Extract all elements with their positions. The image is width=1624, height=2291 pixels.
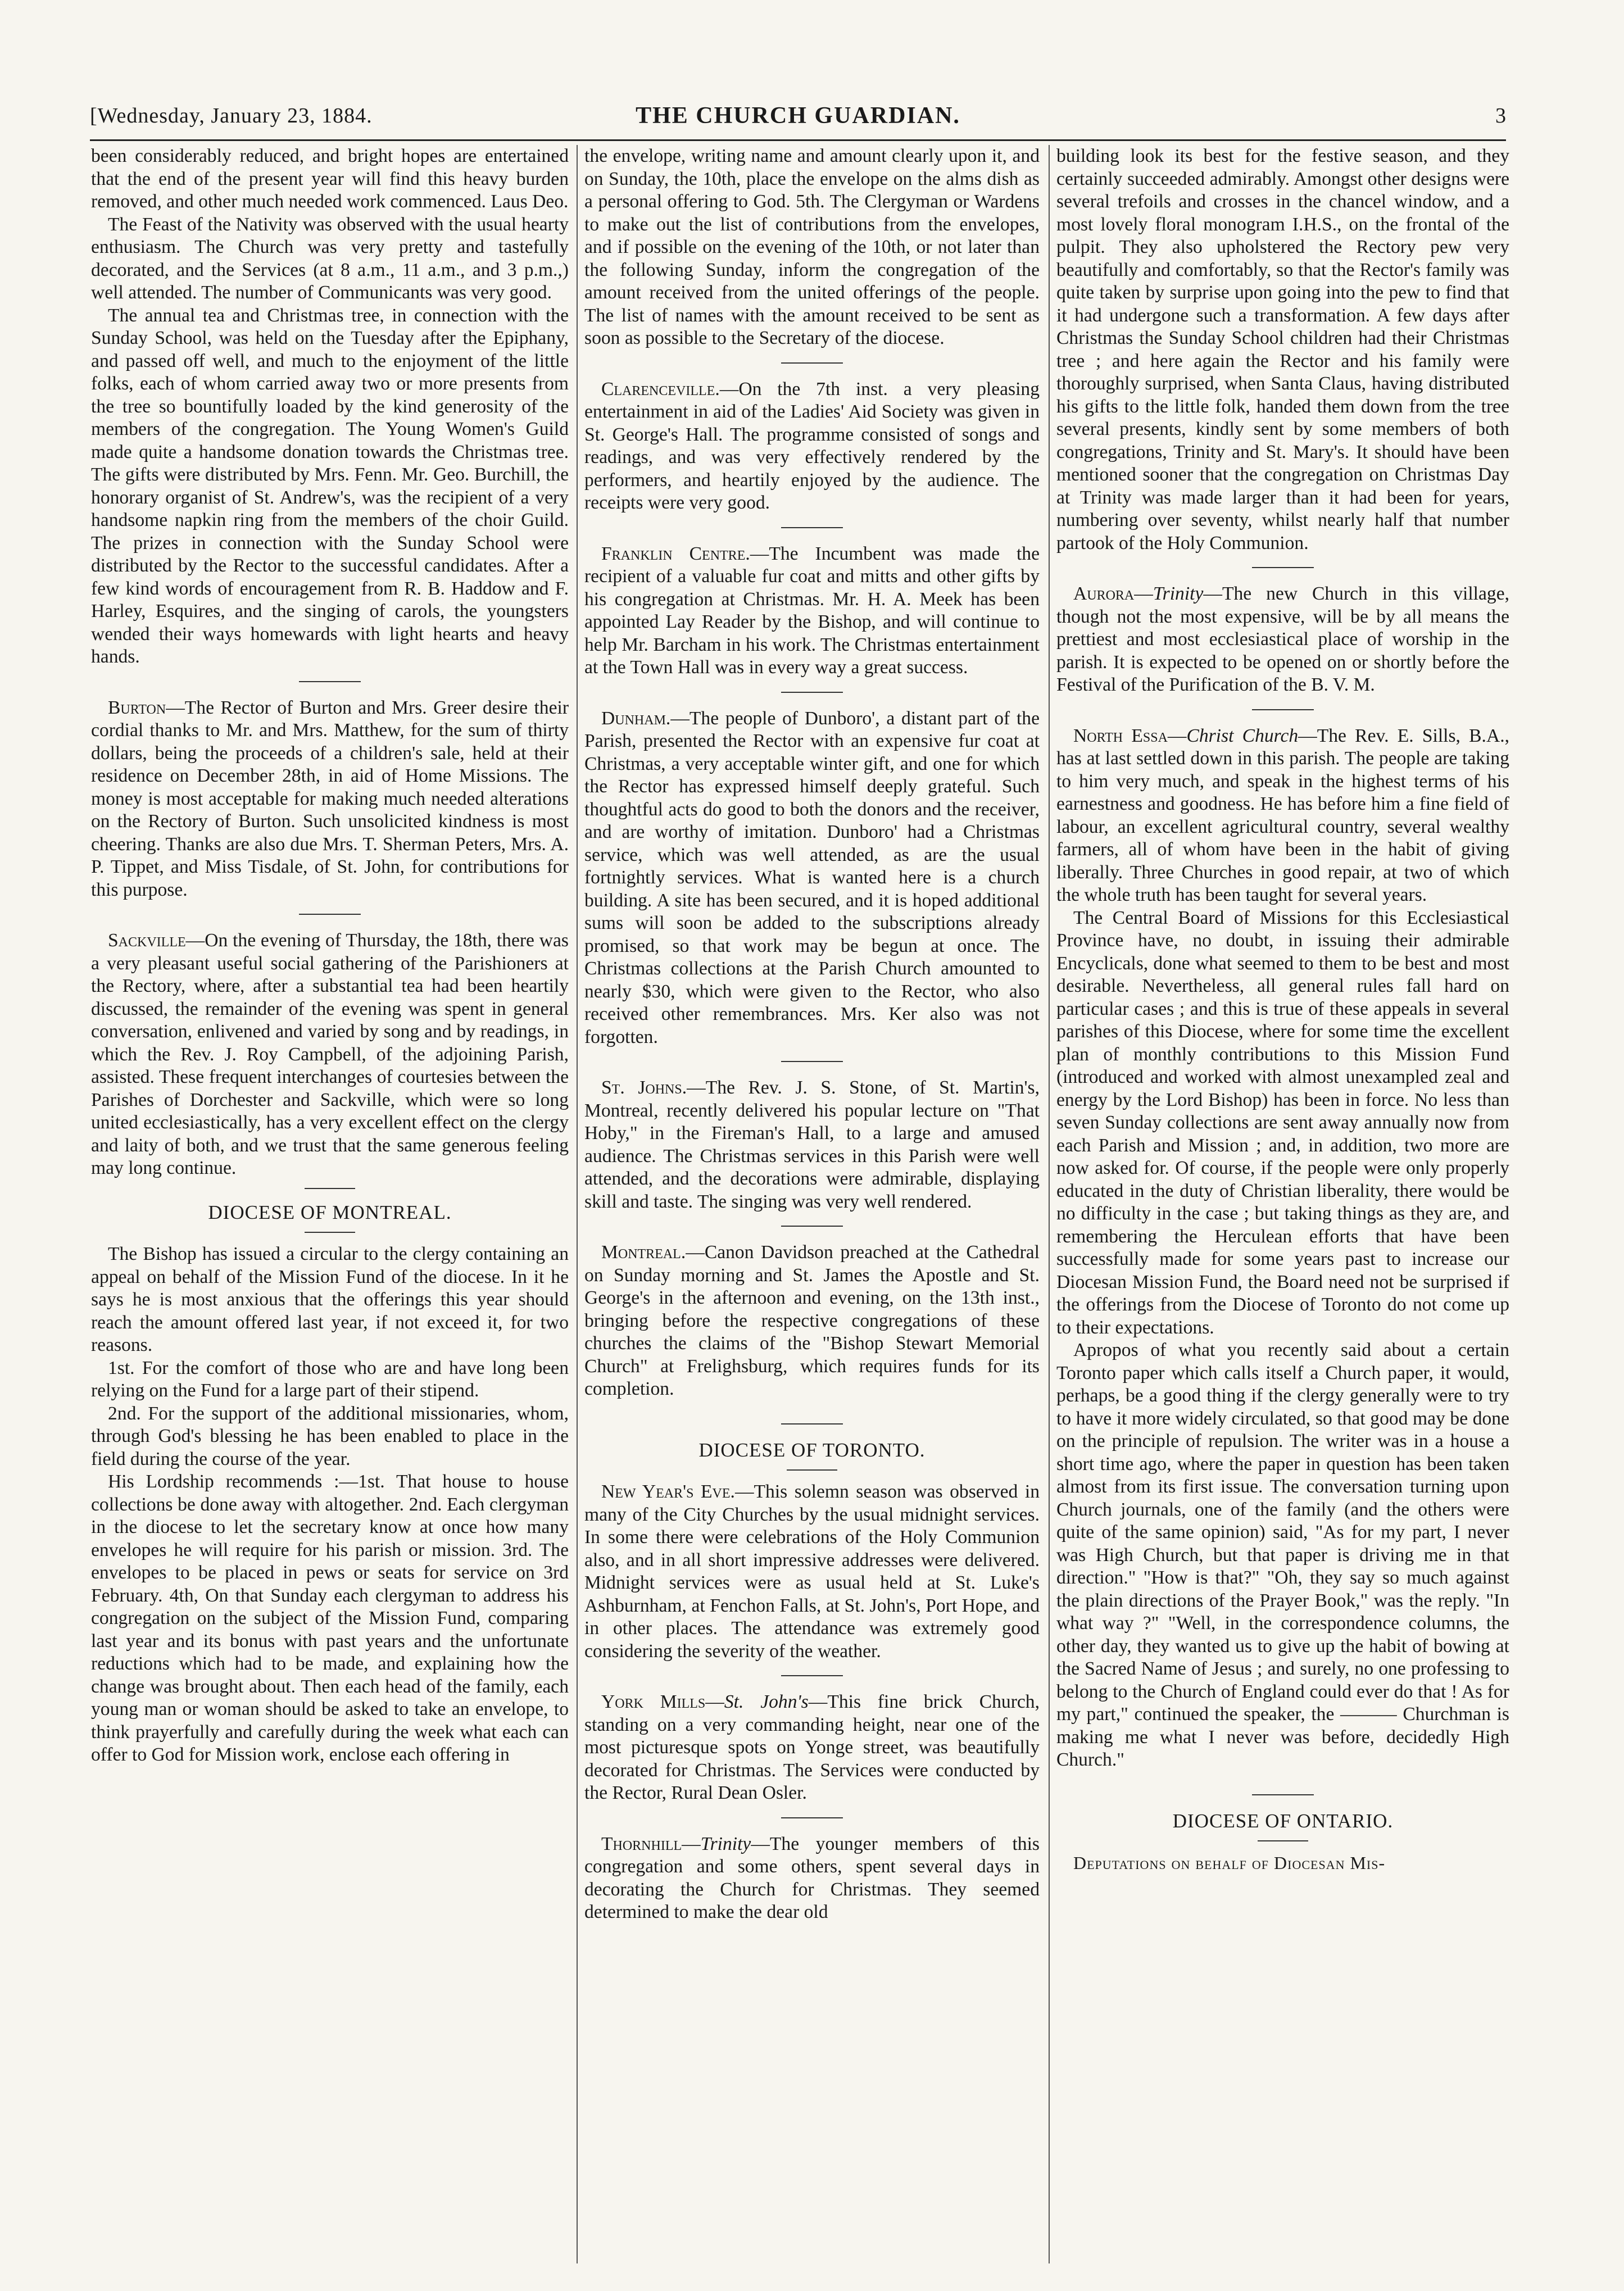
page-header [90,100,1506,141]
place-name: Franklin Centre [601,543,746,564]
news-item-york-mills: York Mills—St. John's—This fine brick Church, standing on a very commanding height, near one of the most picturesque spots on Yonge street, was beautifully decorated for Christmas. The Services were conducted by the Rector, Rural Dean Osler. [584,1691,1040,1803]
church-name: Trinity [1153,583,1204,604]
article-paragraph: The Central Board of Missions for this Ecclesiastical Province have, no doubt, in issuing their admirable Encyclicals, done what seemed to them to be best and most desirable. Nevertheless, all general rules fall hard on particular cases ; and this is true of these appeals in several parishes of this Diocese, where for some time the excellent plan of monthly contributions to this Mission Fund (introduced and worked with almost unexampled zeal and energy by the Lord Bishop) has been in force. No less than seven Sunday collections are sent away annually now from each Parish and Mission ; and, in addition, two more are now asked for. Of course, if the people were only properly educated in the duty of Christian liberality, there would be no difficulty in the case ; but taking things as they are, and remembering the Herculean efforts that have been successfully made for some years past to increase our Diocesan Mission Fund, the Board need not be surprised if the offerings from the Diocese of Toronto do not come up to their expectations. [1056,907,1509,1338]
page-number: 3 [1495,104,1506,128]
section-rule [1252,1794,1314,1795]
article-lead: Deputations on behalf of Diocesan Mis- [1073,1853,1386,1873]
section-heading-montreal: DIOCESE OF MONTREAL. [208,1201,452,1223]
article-paragraph: His Lordship recommends :—1st. That house to house collections be done away with altogether. 2nd. Each clergyman in the diocese to let the secretary know at once how many envelopes he will require for his parish or mission. 3rd. The envelopes to be placed in pews or seats for service on 3rd February. 4th, On that Sunday each clergyman to address his congregation on the subject of the Mission Fund, comparing last year and its bonus with past years and the unfortunate reductions which had to be made, and explaining how the change was brought about. Then each head of the family, each young man or woman should be asked to take an envelope, to think prayerfully and carefully during the week what each can offer to God for Mission work, enclose each offering in [91,1471,569,1765]
section-rule [781,692,843,693]
section-rule [781,1817,843,1818]
place-name: Montreal [601,1242,681,1263]
news-item-dunham: Dunham.—The people of Dunboro', a distant part of the Parish, presented the Rector with an expensive fur coat at Christmas, a very acceptable winter gift, and one for which the Rector has expressed himself deeply grateful. Such thoughtful acts do good to both the donors and the receiver, and are worthy of imitation. Dunboro' had a Christmas service, which was well attended, as are the usual fortnightly services. What is wanted here is a church building. A site has been secured, and it is hoped additional sums will soon be added to the subscriptions already promised, so that work may be begun at once. The Christmas collections at the Parish Church amounted to nearly $30, which were given to the Rector, who also received other remembrances. Mrs. Ker also was not forgotten. [584,707,1040,1047]
section-rule [781,527,843,528]
section-rule [305,1188,355,1189]
section-rule [1252,709,1314,710]
section-rule [1252,567,1314,568]
church-name: St. John's [724,1691,809,1712]
place-name: Burton [108,697,166,718]
article-paragraph: 1st. For the comfort of those who are and have long been relying on the Fund for a large part of their stipend. [91,1357,569,1401]
article-paragraph: The Bishop has issued a circular to the clergy containing an appeal on behalf of the Mission Fund of the diocese. In it he says he is most anxious that the offerings this year should reach the amount offered last year, if not exceed it, for two reasons. [91,1244,569,1355]
church-name: Trinity [700,1833,751,1854]
article-paragraph: 2nd. For the support of the additional missionaries, whom, through God's blessing he has been enabled to place in the field during the course of the year. [91,1403,569,1469]
column-3 [1056,145,1509,2269]
church-name: Christ Church [1186,725,1299,746]
column-2 [584,145,1040,2269]
section-rule [305,1232,355,1233]
article-paragraph: The annual tea and Christmas tree, in connection with the Sunday School, was held on the Tuesday after the Epiphany, and passed off well, and much to the enjoyment of the little folks, each of whom carried away two or more presents from the tree so bountifully loaded by the kind generosity of the members of the congregation. The Young Women's Guild made quite a handsome donation towards the Christmas tree. The gifts were distributed by Mrs. Fenn. Mr. Geo. Burchill, the honorary organist of St. Andrew's, was the recipient of a very handsome napkin ring from the members of the choir Guild. The prizes in connection with the Sunday School were distributed by the Rector to the successful candidates. After a few kind words of encouragement from R. B. Haddow and F. Harley, Esquires, and the singing of carols, the youngsters wended their ways homewards with light hearts and heavy hands. [91,305,569,667]
news-item-franklin-centre: Franklin Centre.—The Incumbent was made the recipient of a valuable fur coat and mitts and other gifts by his congregation at Christmas. Mr. H. A. Meek has been appointed Lay Reader by the Bishop, and will continue to help Mr. Barcham in his work. The Christmas entertainment at the Town Hall was in every way a great success. [584,543,1040,678]
article-paragraph: Apropos of what you recently said about a certain Toronto paper which calls itself a Church paper, it would, perhaps, be a good thing if the clergy generally were to try to have it more widely circulated, so that good may be done on the principle of repulsion. The writer was in a house a short time ago, where the paper in question has been taken almost from its first issue. The conversation turning upon Church journals, one of the family (and the others were quite of the same opinion) said, "As for my part, I never was High Church, but that paper is driving me in that direction." "How is that?" "Oh, they say so much against the plain directions of the Prayer Book," was the reply. "In what way ?" "Well, in the correspondence columns, the other day, they wanted us to give up the habit of bowing at the Sacred Name of Jesus ; and surely, no one professing to belong to the Church of England could ever do that ! As for my part," continued the speaker, the ——— Churchman is making me what I never was before, decidedly High Church." [1056,1340,1509,1770]
article-paragraph: the envelope, writing name and amount clearly upon it, and on Sunday, the 10th, place the envelope on the alms dish as a personal offering to God. 5th. The Clergyman or Wardens to make out the list of contributions from the envelopes, and if possible on the evening of the 10th, or not later than the following Sunday, inform the congregation of the amount received from the united offerings of the people. The list of names with the amount received to be sent as soon as possible to the Secretary of the diocese. [584,146,1040,348]
article-paragraph: been considerably reduced, and bright hopes are entertained that the end of the present year will find this heavy burden removed, and other much needed work commenced. Laus Deo. [91,146,569,212]
section-rule [781,1675,843,1676]
place-name: Thornhill [601,1833,682,1854]
section-rule [787,1469,837,1471]
news-item-sackville: Sackville—On the evening of Thursday, the 18th, there was a very pleasant useful social gathering of the Parishioners at the Rectory, where, after a substantial tea had been heartily discussed, the remainder of the evening was spent in general conversation, enlivened and varied by song and by readings, in which the Rev. J. Roy Campbell, of the adjoining Parish, assisted. These frequent interchanges of courtesies between the Parishes of Dorchester and Sackville, which were so long united ecclesiastically, has a very excellent effect on the clergy and laity of both, and we trust that the same generous feeling may long continue. [91,930,569,1178]
place-name: Aurora [1073,583,1135,604]
article-paragraph: building look its best for the festive season, and they certainly succeeded admirably. Amongst other designs were several trefoils and crosses in the chancel window, and a most lovely floral monogram I.H.S., on the frontal of the pulpit. They also upholstered the Rectory pew very beautifully and comfortably, so that the Rector's family was quite taken by surprise upon going into the pew to find that it had undergone such a transformation. A few days after Christmas the Sunday School children had their Christmas tree ; and here again the Rector and his family were thoroughly surprised, when Santa Claus, having distributed his gifts to the little folk, handed them down from the tree several presents, kindly sent by some members of both congregations, Trinity and St. Mary's. It should have been mentioned sooner that the congregation on Christmas Day at Trinity was made larger than it had been for years, numbering over seventy, whilst nearly half that number partook of the Holy Communion. [1056,146,1509,554]
article-paragraph: The Feast of the Nativity was observed with the usual hearty enthusiasm. The Church was very pretty and tastefully decorated, and the Services (at 8 a.m., 11 a.m., and 3 p.m.,) well attended. The number of Communicants was very good. [91,214,569,303]
news-item-montreal: Montreal.—Canon Davidson preached at the Cathedral on Sunday morning and St. James the Apostle and St. George's in the afternoon and evening, on the 13th inst., bringing before the respective congregations of these churches the claims of the "Bishop Stewart Memorial Church" at Frelighsburg, which requires funds for its completion. [584,1242,1040,1399]
section-heading-ontario: DIOCESE OF ONTARIO. [1172,1809,1394,1832]
section-rule [781,1061,843,1062]
section-rule [299,681,361,682]
place-name: York Mills [601,1691,706,1712]
place-name: St. Johns [601,1077,682,1098]
section-rule [781,1423,843,1424]
news-item-aurora: Aurora—Trinity—The new Church in this village, though not the most expensive, will be by all means the prettiest and most ecclesiastical place of worship in the parish. It is expected to be opened on or shortly before the Festival of the Purification of the B. V. M. [1056,583,1509,695]
news-item-burton: Burton—The Rector of Burton and Mrs. Greer desire their cordial thanks to Mr. and Mrs. Matthew, for the sum of thirty dollars, being the proceeds of a children's sale, held at their residence on December 28th, in aid of Home Missions. The money is most acceptable for making much needed alterations on the Rectory of Burton. Such unsolicited kindness is most cheering. Thanks are also due Mrs. T. Sherman Peters, Mrs. A. P. Tippet, and Miss Tisdale, of St. John, for contributions for this purpose. [91,697,569,900]
section-rule [299,914,361,915]
news-item-thornhill: Thornhill—Trinity—The younger members of this congregation and some others, spent several days in decorating the Church for Christmas. They seemed determined to make the dear old [584,1833,1040,1922]
section-rule [781,1226,843,1227]
section-heading-toronto: DIOCESE OF TORONTO. [698,1439,926,1461]
news-item-north-essa: North Essa—Christ Church—The Rev. E. Sills, B.A., has at last settled down in this parish. The people are taking to him very much, and speak in the highest terms of his earnestness and goodness. He has before him a fine field of labour, an excellent agricultural country, several wealthy farmers, all of whom have been in the habit of giving liberally. Three Churches in good repair, at two of which the whole truth has been taught for several years. [1056,725,1509,905]
place-name: North Essa [1073,725,1168,746]
news-item-clarenceville: Clarenceville.—On the 7th inst. a very pleasing entertainment in aid of the Ladies' Aid Society was given in St. George's Hall. The programme consisted of songs and readings, and was very effectively rendered by the performers, and heartily enjoyed by the audience. The receipts were very good. [584,378,1040,513]
section-rule [1258,1840,1308,1841]
newspaper-title: THE CHURCH GUARDIAN. [636,103,960,129]
place-name: Sackville [108,930,186,951]
section-rule [781,362,843,364]
news-item-new-years-eve: New Year's Eve.—This solemn season was observed in many of the City Churches by the usual midnight services. In some there were celebrations of the Holy Communion also, and in all short impressive addresses were delivered. Midnight services were as usual held at St. Luke's Ashburnham, at Fenchon Falls, at St. John's, Port Hope, and in other places. The attendance was extremely good considering the severity of the weather. [584,1481,1040,1662]
news-item-st-johns: St. Johns.—The Rev. J. S. Stone, of St. Martin's, Montreal, recently delivered his popular lecture on "That Hoby," in the Fireman's Hall, to a large and amused audience. The Christmas services in this Parish were well attended, and the decorations were admirable, displaying skill and taste. The singing was very well rendered. [584,1077,1040,1212]
column-divider [1049,145,1050,2263]
place-name: New Year's Eve [601,1481,731,1502]
place-name: Dunham [601,707,666,729]
place-name: Clarenceville [601,378,715,400]
column-divider [577,145,578,2263]
column-1 [91,145,569,2269]
issue-date: [Wednesday, January 23, 1884. [90,104,373,128]
